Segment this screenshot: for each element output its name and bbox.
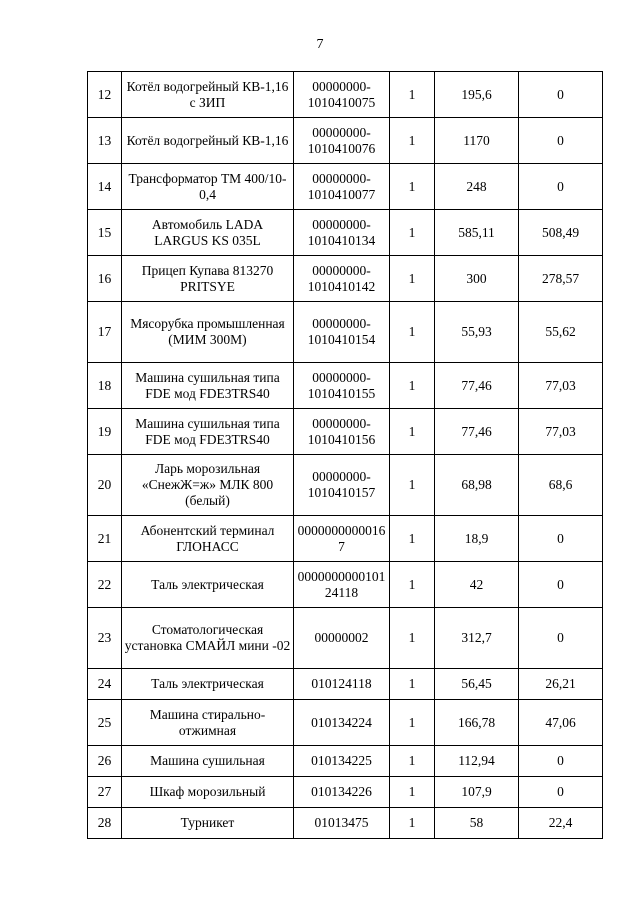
inventory-code-cell: 00000000-1010410157: [294, 455, 390, 516]
value-cell: 58: [435, 808, 519, 839]
residual-value-cell: 508,49: [519, 210, 603, 256]
residual-value-cell: 278,57: [519, 256, 603, 302]
inventory-code-cell: 010134226: [294, 777, 390, 808]
row-number-cell: 22: [88, 562, 122, 608]
value-cell: 585,11: [435, 210, 519, 256]
table-row: [88, 608, 603, 669]
inventory-code-cell: 00000000-1010410077: [294, 164, 390, 210]
item-name-cell: Стоматологическая установка СМАЙЛ мини -02: [122, 608, 294, 669]
quantity-cell: 1: [390, 700, 435, 746]
quantity-cell: 1: [390, 562, 435, 608]
item-name-cell: Автомобиль LADA LARGUS KS 035L: [122, 210, 294, 256]
quantity-cell: 1: [390, 746, 435, 777]
item-name-cell: Прицеп Купава 813270 PRITSYE: [122, 256, 294, 302]
table-row: [88, 516, 603, 562]
inventory-code-cell: 000000000010124118: [294, 562, 390, 608]
residual-value-cell: 0: [519, 608, 603, 669]
quantity-cell: 1: [390, 210, 435, 256]
item-name-cell: Котёл водогрейный КВ-1,16: [122, 118, 294, 164]
table-row: [88, 562, 603, 608]
table-row: [88, 808, 603, 839]
row-number-cell: 20: [88, 455, 122, 516]
item-name-cell: Ларь морозильная «СнежЖ=ж» МЛК 800 (белый): [122, 455, 294, 516]
row-number-cell: 12: [88, 72, 122, 118]
item-name-cell: Трансформатор ТМ 400/10-0,4: [122, 164, 294, 210]
row-number-cell: 23: [88, 608, 122, 669]
quantity-cell: 1: [390, 118, 435, 164]
value-cell: 1170: [435, 118, 519, 164]
residual-value-cell: 0: [519, 118, 603, 164]
row-number-cell: 27: [88, 777, 122, 808]
row-number-cell: 24: [88, 669, 122, 700]
row-number-cell: 14: [88, 164, 122, 210]
row-number-cell: 26: [88, 746, 122, 777]
row-number-cell: 15: [88, 210, 122, 256]
table-row: [88, 777, 603, 808]
inventory-code-cell: 00000000-1010410154: [294, 302, 390, 363]
table-row: [88, 363, 603, 409]
quantity-cell: 1: [390, 302, 435, 363]
value-cell: 68,98: [435, 455, 519, 516]
item-name-cell: Турникет: [122, 808, 294, 839]
page-number: 7: [316, 37, 324, 52]
table-row: [88, 455, 603, 516]
residual-value-cell: 55,62: [519, 302, 603, 363]
row-number-cell: 21: [88, 516, 122, 562]
value-cell: 77,46: [435, 363, 519, 409]
inventory-code-cell: 00000000-1010410155: [294, 363, 390, 409]
quantity-cell: 1: [390, 455, 435, 516]
quantity-cell: 1: [390, 164, 435, 210]
table-row: [88, 118, 603, 164]
inventory-code-cell: 00000000-1010410134: [294, 210, 390, 256]
value-cell: 312,7: [435, 608, 519, 669]
quantity-cell: 1: [390, 363, 435, 409]
item-name-cell: Машина сушильная типа FDE мод FDE3TRS40: [122, 363, 294, 409]
item-name-cell: Мясорубка промышленная (МИМ 300М): [122, 302, 294, 363]
value-cell: 77,46: [435, 409, 519, 455]
value-cell: 195,6: [435, 72, 519, 118]
residual-value-cell: 0: [519, 562, 603, 608]
inventory-code-cell: 00000000000167: [294, 516, 390, 562]
residual-value-cell: 22,4: [519, 808, 603, 839]
inventory-table: [87, 71, 603, 839]
inventory-code-cell: 00000000-1010410076: [294, 118, 390, 164]
row-number-cell: 28: [88, 808, 122, 839]
quantity-cell: 1: [390, 72, 435, 118]
table-row: [88, 746, 603, 777]
quantity-cell: 1: [390, 669, 435, 700]
quantity-cell: 1: [390, 516, 435, 562]
table-row: [88, 669, 603, 700]
residual-value-cell: 0: [519, 164, 603, 210]
row-number-cell: 25: [88, 700, 122, 746]
value-cell: 166,78: [435, 700, 519, 746]
quantity-cell: 1: [390, 608, 435, 669]
value-cell: 248: [435, 164, 519, 210]
item-name-cell: Таль электрическая: [122, 562, 294, 608]
residual-value-cell: 0: [519, 72, 603, 118]
quantity-cell: 1: [390, 777, 435, 808]
value-cell: 300: [435, 256, 519, 302]
residual-value-cell: 77,03: [519, 409, 603, 455]
value-cell: 112,94: [435, 746, 519, 777]
row-number-cell: 19: [88, 409, 122, 455]
inventory-code-cell: 010124118: [294, 669, 390, 700]
value-cell: 18,9: [435, 516, 519, 562]
item-name-cell: Таль электрическая: [122, 669, 294, 700]
row-number-cell: 16: [88, 256, 122, 302]
table-row: [88, 409, 603, 455]
table-row: [88, 164, 603, 210]
value-cell: 42: [435, 562, 519, 608]
inventory-code-cell: 00000000-1010410075: [294, 72, 390, 118]
value-cell: 55,93: [435, 302, 519, 363]
row-number-cell: 18: [88, 363, 122, 409]
inventory-code-cell: 01013475: [294, 808, 390, 839]
inventory-code-cell: 010134224: [294, 700, 390, 746]
residual-value-cell: 47,06: [519, 700, 603, 746]
item-name-cell: Машина сушильная типа FDE мод FDE3TRS40: [122, 409, 294, 455]
residual-value-cell: 26,21: [519, 669, 603, 700]
inventory-code-cell: 00000000-1010410156: [294, 409, 390, 455]
item-name-cell: Шкаф морозильный: [122, 777, 294, 808]
table-row: [88, 700, 603, 746]
table-row: [88, 210, 603, 256]
table-row: [88, 302, 603, 363]
quantity-cell: 1: [390, 808, 435, 839]
residual-value-cell: 0: [519, 777, 603, 808]
item-name-cell: Машина сушильная: [122, 746, 294, 777]
table-body: [88, 72, 603, 839]
quantity-cell: 1: [390, 409, 435, 455]
residual-value-cell: 0: [519, 516, 603, 562]
row-number-cell: 13: [88, 118, 122, 164]
inventory-code-cell: 00000002: [294, 608, 390, 669]
residual-value-cell: 77,03: [519, 363, 603, 409]
inventory-code-cell: 00000000-1010410142: [294, 256, 390, 302]
item-name-cell: Котёл водогрейный КВ-1,16 с ЗИП: [122, 72, 294, 118]
table-row: [88, 72, 603, 118]
value-cell: 56,45: [435, 669, 519, 700]
residual-value-cell: 68,6: [519, 455, 603, 516]
row-number-cell: 17: [88, 302, 122, 363]
value-cell: 107,9: [435, 777, 519, 808]
inventory-code-cell: 010134225: [294, 746, 390, 777]
residual-value-cell: 0: [519, 746, 603, 777]
item-name-cell: Абонентский терминал ГЛОНАСС: [122, 516, 294, 562]
quantity-cell: 1: [390, 256, 435, 302]
item-name-cell: Машина стирально-отжимная: [122, 700, 294, 746]
table-row: [88, 256, 603, 302]
